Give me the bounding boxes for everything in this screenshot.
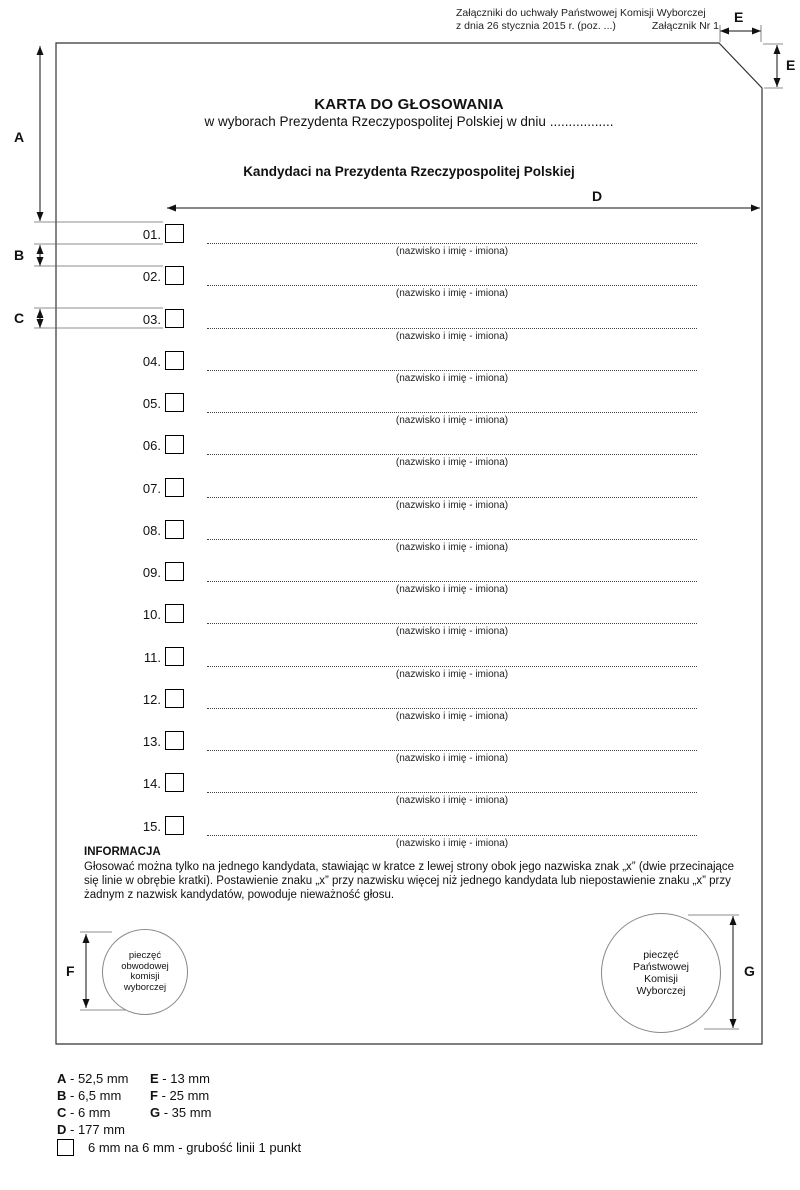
candidate-name-line [207,820,697,836]
stamp-text-line: obwodowej [121,960,169,972]
candidate-checkbox[interactable] [165,773,184,792]
candidate-name-caption: (nazwisko i imię - imiona) [395,330,509,342]
candidate-row [0,604,800,646]
candidate-checkbox[interactable] [165,647,184,666]
candidate-name-line [207,777,697,793]
candidate-name-caption: (nazwisko i imię - imiona) [395,541,509,553]
candidate-checkbox[interactable] [165,816,184,835]
legend-row [57,1087,129,1104]
legend-value: - 6 mm [66,1105,111,1120]
candidate-name-caption: (nazwisko i imię - imiona) [395,753,509,764]
legend-value: - 25 mm [157,1088,210,1103]
legend-value: - 6,5 mm [66,1088,122,1103]
candidate-checkbox[interactable] [165,224,184,243]
candidate-name-caption: (nazwisko i imię - imiona) [395,415,509,426]
candidate-name-caption: (nazwisko i imię - imiona) [395,288,509,300]
stamp-text-line: wyborczej [123,981,167,993]
candidate-name-line [207,735,697,751]
legend-value: - 35 mm [160,1105,212,1120]
stamp-text-line: Wyborczej [636,985,686,997]
legend-value: - 52,5 mm [66,1071,129,1086]
candidate-number: 05. [142,396,161,411]
candidate-name-caption: (nazwisko i imię - imiona) [395,795,509,807]
candidate-checkbox[interactable] [165,435,184,454]
candidate-number: 09. [142,565,161,580]
candidate-number: 08. [142,522,161,538]
legend-value: - 177 mm [66,1122,125,1137]
legend-column-2 [150,1070,211,1121]
dimension-E-horizontal-arrow [720,25,761,42]
dim-label-G: G [744,963,755,979]
legend-value: - 13 mm [158,1071,210,1086]
legend-letter: G [150,1105,161,1120]
legend-row [57,1121,129,1138]
candidates-heading: Kandydaci na Prezydenta Rzeczypospolitej Polskiej [243,164,575,179]
candidate-name-caption: (nazwisko i imię - imiona) [395,372,509,384]
info-body: Głosować można tylko na jednego kandydata, stawiając w kratce z lewej strony obok jego nazwiska znak „x” (dwie przecinające się linie w obrębie kratki). Postawienie znaku „x” przy nazwisku więcej niż jednego kandydata lub niepostawienie znaku „x” przy żadnym z nazwisk kandydatów, powoduje nieważność głosu. [84,861,735,901]
dimension-E-vertical-arrow [763,44,783,88]
candidate-checkbox[interactable] [165,562,184,581]
legend-letter: E [150,1071,159,1086]
candidate-name-line [207,355,697,371]
dim-label-E-top: E [734,9,744,25]
candidate-checkbox[interactable] [165,689,184,708]
candidate-name-caption: (nazwisko i imię - imiona) [395,837,509,849]
candidate-row [0,309,800,351]
district-commission-stamp-text [121,951,169,993]
attachment-note [456,7,719,33]
candidate-number: 13. [142,734,161,749]
candidate-checkbox[interactable] [165,309,184,328]
dim-label-D: D [592,188,603,204]
attachment-note-line1: Załączniki do uchwały Państwowej Komisji Wyborczej [456,7,706,19]
legend-letter: D [57,1122,67,1137]
district-commission-stamp-circle [102,929,188,1015]
candidate-number: 11. [143,649,161,665]
stamp-text-line: Państwowej [632,961,690,973]
candidate-row [0,435,800,477]
candidate-number: 07. [142,480,161,496]
legend-letter: C [57,1105,67,1120]
candidate-number: 04. [142,353,161,369]
candidate-name-line [207,524,697,540]
candidate-name-line [207,397,697,413]
candidate-number: 10. [142,607,161,623]
candidate-name-line [207,270,697,286]
candidate-row [0,731,800,773]
candidate-row [0,689,800,731]
dim-label-E-right: E [786,57,796,73]
candidate-name-caption: (nazwisko i imię - imiona) [395,499,509,511]
candidate-row [0,224,800,266]
candidate-checkbox[interactable] [165,478,184,497]
ballot-title: KARTA DO GŁOSOWANIA [314,96,504,113]
stamp-text-line: pieczęć [643,949,679,961]
candidate-number: 02. [142,269,161,285]
candidate-checkbox[interactable] [165,351,184,370]
legend-row [57,1104,129,1121]
legend-checkbox-note: 6 mm na 6 mm - grubość linii 1 punkt [88,1140,302,1155]
candidate-row [0,647,800,689]
candidate-number: 01. [142,227,161,242]
candidate-row [0,266,800,308]
candidate-checkbox[interactable] [165,520,184,539]
candidate-row [0,478,800,520]
candidate-name-line [207,608,697,624]
candidate-row [0,393,800,435]
dim-label-A: A [14,129,25,145]
candidate-row [0,520,800,562]
candidate-checkbox[interactable] [165,393,184,412]
candidate-name-line [207,313,697,329]
candidate-name-caption: (nazwisko i imię - imiona) [395,710,509,722]
candidate-row [0,562,800,604]
candidate-name-caption: (nazwisko i imię - imiona) [395,626,509,638]
candidate-row [0,773,800,815]
candidate-checkbox[interactable] [165,731,184,750]
candidate-name-caption: (nazwisko i imię - imiona) [395,246,509,257]
candidate-name-line [207,566,697,582]
candidate-name-line [207,228,697,244]
candidate-checkbox[interactable] [165,266,184,285]
dim-label-F: F [66,963,75,979]
legend-letter: B [57,1088,67,1103]
candidate-number: 15. [142,818,161,834]
candidate-number: 03. [142,311,161,327]
candidate-name-line [207,651,697,667]
candidate-name-caption: (nazwisko i imię - imiona) [395,668,509,680]
legend-row [150,1087,211,1104]
legend-row [150,1070,211,1087]
legend-letter: A [57,1071,67,1086]
state-commission-stamp-circle [601,913,721,1033]
candidate-checkbox[interactable] [165,604,184,623]
candidate-list [0,224,800,858]
dimension-A-arrow [34,46,163,222]
candidate-name-line [207,482,697,498]
stamp-text-line: komisji [130,971,160,982]
legend-letter: F [150,1088,158,1103]
candidate-number: 14. [142,776,161,792]
dim-label-C: C [14,310,25,326]
candidate-name-line [207,693,697,709]
stamp-text-line: Komisji [644,973,678,985]
info-heading: INFORMACJA [84,846,161,858]
candidate-number: 12. [142,691,161,707]
candidate-number: 06. [142,438,161,454]
legend-row [57,1070,129,1087]
legend-row [150,1104,211,1121]
attachment-note-date: z dnia 26 stycznia 2015 r. (poz. ...) [456,20,616,32]
ballot-subtitle: w wyborach Prezydenta Rzeczypospolitej Polskiej w dniu ................. [204,114,614,129]
attachment-number: Załącznik Nr 1 [651,20,719,32]
stamp-text-line: pieczęć [128,950,162,961]
legend-column-1 [57,1070,129,1138]
state-commission-stamp-text [633,949,689,997]
candidate-row [0,351,800,393]
candidate-name-caption: (nazwisko i imię - imiona) [395,457,509,469]
candidate-name-caption: (nazwisko i imię - imiona) [395,584,509,595]
legend-checkbox-sample [57,1139,74,1156]
candidate-name-line [207,439,697,455]
dim-label-B: B [14,247,25,263]
